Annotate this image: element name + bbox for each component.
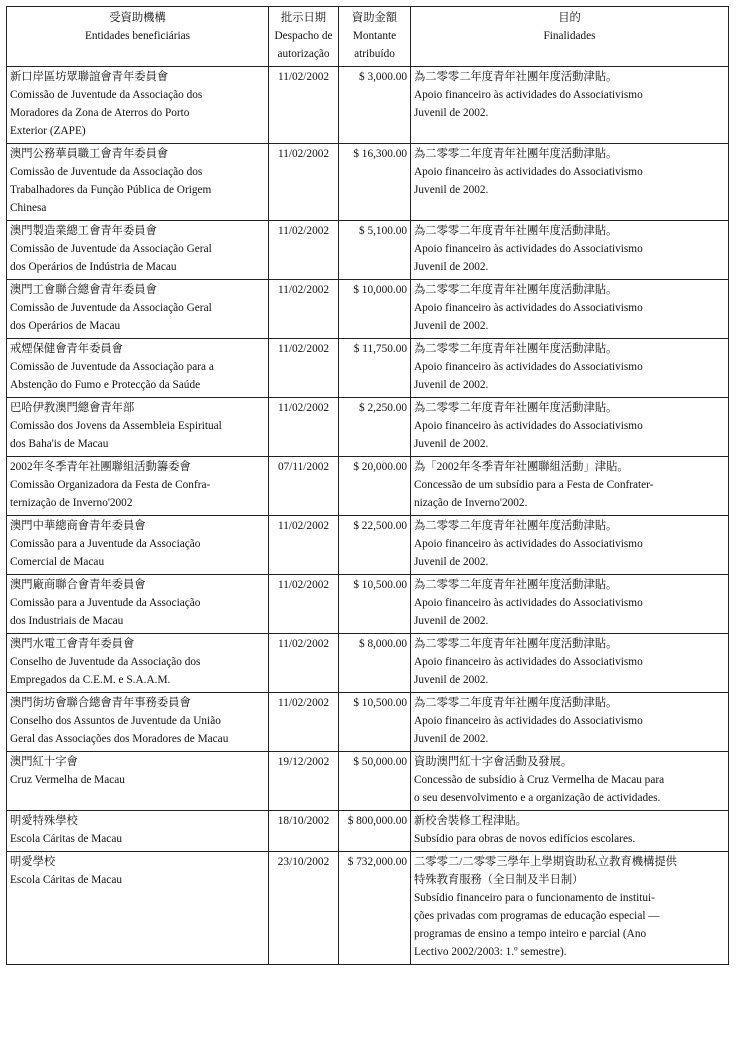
- table-row: [7, 811, 729, 852]
- entity-cell: [7, 221, 269, 280]
- date-cell: [269, 221, 339, 280]
- amount-value: $ 3,000.00: [358, 71, 407, 83]
- entity-line: Comissão para a Juventude da Associação: [10, 538, 201, 550]
- entity-line: Chinesa: [10, 202, 47, 214]
- amount-cell: [339, 457, 411, 516]
- date-cell: [269, 144, 339, 221]
- entity-line: Escola Cáritas de Macau: [10, 833, 122, 845]
- entity-cell: [7, 634, 269, 693]
- amount-cell: [339, 144, 411, 221]
- entity-cell: [7, 752, 269, 811]
- date-value: 19/12/2002: [277, 756, 330, 768]
- amount-cell: [339, 634, 411, 693]
- entity-cell: [7, 398, 269, 457]
- purpose-cell: [411, 280, 729, 339]
- purpose-line: Juvenil de 2002.: [414, 556, 489, 568]
- date-value: 11/02/2002: [277, 402, 330, 414]
- purpose-line: Concessão de subsídio à Cruz Vermelha de Macau para: [414, 774, 665, 786]
- entity-line: Cruz Vermelha de Macau: [10, 774, 125, 786]
- entity-cell: [7, 811, 269, 852]
- purpose-line: nização de Inverno'2002.: [414, 497, 528, 509]
- entity-line: 戒煙保健會青年委員會: [10, 343, 123, 355]
- grants-table: [6, 6, 729, 965]
- purpose-line: Juvenil de 2002.: [414, 438, 489, 450]
- entity-line: Conselho de Juventude da Associação dos: [10, 656, 201, 668]
- purpose-line: 二零零二/二零零三學年上學期資助私立教育機構提供: [414, 856, 677, 868]
- entity-line: Comissão para a Juventude da Associação: [10, 597, 201, 609]
- amount-value: $ 5,100.00: [358, 225, 407, 237]
- entity-line: Comissão de Juventude da Associação Geral: [10, 243, 212, 255]
- purpose-line: Juvenil de 2002.: [414, 261, 489, 273]
- amount-cell: [339, 575, 411, 634]
- purpose-line: 為二零零二年度青年社團年度活動津貼。: [414, 520, 618, 532]
- amount-value: $ 22,500.00: [353, 520, 407, 532]
- amount-value: $ 10,000.00: [353, 284, 407, 296]
- date-cell: [269, 516, 339, 575]
- table-row: [7, 516, 729, 575]
- purpose-line: 為二零零二年度青年社團年度活動津貼。: [414, 284, 618, 296]
- amount-value: $ 10,500.00: [353, 579, 407, 591]
- date-cell: [269, 693, 339, 752]
- amount-cell: [339, 339, 411, 398]
- entity-line: Comissão de Juventude da Associação Geral: [10, 302, 212, 314]
- entity-cell: [7, 144, 269, 221]
- purpose-cell: [411, 752, 729, 811]
- entity-line: 澳門街坊會聯合總會青年事務委員會: [10, 697, 191, 709]
- date-value: 11/02/2002: [277, 520, 330, 532]
- entity-line: 巴哈伊教澳門總會青年部: [10, 402, 135, 414]
- entity-line: 澳門水電工會青年委員會: [10, 638, 135, 650]
- entity-line: Comissão dos Jovens da Assembleia Espiritual: [10, 420, 222, 432]
- purpose-line: Apoio financeiro às actividades do Associativismo: [414, 166, 643, 178]
- amount-value: $ 16,300.00: [353, 148, 407, 160]
- table-row: [7, 457, 729, 516]
- entity-line: 明愛學校: [10, 856, 56, 868]
- amount-value: $ 11,750.00: [353, 343, 407, 355]
- entity-line: dos Industriais de Macau: [10, 615, 124, 627]
- purpose-line: Apoio financeiro às actividades do Associativismo: [414, 420, 643, 432]
- entity-line: Abstenção do Fumo e Protecção da Saúde: [10, 379, 201, 391]
- entity-line: Empregados da C.E.M. e S.A.A.M.: [10, 674, 171, 686]
- header-purpose: 目的 Finalidades: [411, 7, 729, 67]
- date-cell: [269, 752, 339, 811]
- date-cell: [269, 339, 339, 398]
- purpose-line: Lectivo 2002/2003: 1.º semestre).: [414, 946, 567, 958]
- entity-line: 2002年冬季青年社團聯組活動籌委會: [10, 461, 191, 473]
- date-value: 11/02/2002: [277, 148, 330, 160]
- purpose-line: programas de ensino a tempo inteiro e parcial (Ano: [414, 928, 647, 940]
- purpose-line: Apoio financeiro às actividades do Associativismo: [414, 538, 643, 550]
- table-row: [7, 221, 729, 280]
- entity-line: Moradores da Zona de Aterros do Porto: [10, 107, 190, 119]
- entity-line: Escola Cáritas de Macau: [10, 874, 122, 886]
- amount-value: $ 20,000.00: [353, 461, 407, 473]
- purpose-line: Apoio financeiro às actividades do Associativismo: [414, 89, 643, 101]
- purpose-line: Juvenil de 2002.: [414, 615, 489, 627]
- entity-line: 新口岸區坊眾聯誼會青年委員會: [10, 71, 169, 83]
- entity-cell: [7, 67, 269, 144]
- purpose-line: 資助澳門紅十字會活動及發展。: [414, 756, 573, 768]
- table-row: [7, 398, 729, 457]
- entity-line: Geral das Associações dos Moradores de Macau: [10, 733, 229, 745]
- entity-cell: [7, 852, 269, 965]
- purpose-line: Juvenil de 2002.: [414, 320, 489, 332]
- table-row: [7, 67, 729, 144]
- header-row: [7, 7, 729, 67]
- purpose-line: Juvenil de 2002.: [414, 107, 489, 119]
- amount-value: $ 50,000.00: [353, 756, 407, 768]
- entity-line: dos Operários de Indústria de Macau: [10, 261, 177, 273]
- entity-line: Comissão Organizadora da Festa de Confra-: [10, 479, 211, 491]
- table-row: [7, 634, 729, 693]
- header-entity: 受資助機構 Entidades beneficiárias: [7, 7, 269, 67]
- purpose-cell: [411, 634, 729, 693]
- entity-line: 澳門廠商聯合會青年委員會: [10, 579, 146, 591]
- entity-cell: [7, 575, 269, 634]
- purpose-cell: [411, 575, 729, 634]
- entity-line: 澳門公務華員職工會青年委員會: [10, 148, 169, 160]
- date-value: 11/02/2002: [277, 284, 330, 296]
- entity-line: 明愛特殊學校: [10, 815, 78, 827]
- date-value: 23/10/2002: [277, 856, 330, 868]
- purpose-line: Juvenil de 2002.: [414, 674, 489, 686]
- amount-value: $ 10,500.00: [353, 697, 407, 709]
- date-value: 11/02/2002: [277, 697, 330, 709]
- purpose-line: 為二零零二年度青年社團年度活動津貼。: [414, 579, 618, 591]
- date-cell: [269, 457, 339, 516]
- entity-line: 澳門中華總商會青年委員會: [10, 520, 146, 532]
- purpose-line: 新校舍裝修工程津貼。: [414, 815, 527, 827]
- entity-line: dos Operários de Macau: [10, 320, 121, 332]
- entity-line: Comissão de Juventude da Associação dos: [10, 89, 203, 101]
- purpose-line: 為二零零二年度青年社團年度活動津貼。: [414, 343, 618, 355]
- table-row: [7, 693, 729, 752]
- purpose-line: Apoio financeiro às actividades do Associativismo: [414, 715, 643, 727]
- amount-cell: [339, 67, 411, 144]
- purpose-cell: [411, 144, 729, 221]
- entity-cell: [7, 339, 269, 398]
- date-value: 11/02/2002: [277, 343, 330, 355]
- date-value: 18/10/2002: [277, 815, 330, 827]
- entity-cell: [7, 693, 269, 752]
- purpose-line: Apoio financeiro às actividades do Associativismo: [414, 597, 643, 609]
- purpose-line: Apoio financeiro às actividades do Associativismo: [414, 243, 643, 255]
- entity-cell: [7, 516, 269, 575]
- date-value: 11/02/2002: [277, 71, 330, 83]
- amount-value: $ 732,000.00: [347, 856, 407, 868]
- entity-line: Trabalhadores da Função Pública de Origem: [10, 184, 212, 196]
- date-cell: [269, 634, 339, 693]
- header-amount: 資助金額 Montante atribuído: [339, 7, 411, 67]
- date-value: 11/02/2002: [277, 579, 330, 591]
- purpose-cell: [411, 339, 729, 398]
- purpose-line: Juvenil de 2002.: [414, 733, 489, 745]
- purpose-line: Subsídio para obras de novos edifícios escolares.: [414, 833, 636, 845]
- purpose-cell: [411, 221, 729, 280]
- purpose-line: 特殊教育服務（全日制及半日制）: [414, 874, 584, 886]
- entity-line: ternização de Inverno'2002: [10, 497, 133, 509]
- entity-line: Comissão de Juventude da Associação para a: [10, 361, 214, 373]
- purpose-line: Apoio financeiro às actividades do Associativismo: [414, 361, 643, 373]
- entity-line: Comissão de Juventude da Associação dos: [10, 166, 203, 178]
- purpose-line: Juvenil de 2002.: [414, 379, 489, 391]
- entity-line: Comercial de Macau: [10, 556, 105, 568]
- entity-line: Conselho dos Assuntos de Juventude da União: [10, 715, 221, 727]
- purpose-line: 為二零零二年度青年社團年度活動津貼。: [414, 71, 618, 83]
- purpose-cell: [411, 398, 729, 457]
- date-cell: [269, 811, 339, 852]
- purpose-line: Juvenil de 2002.: [414, 184, 489, 196]
- purpose-line: Concessão de um subsídio para a Festa de Confrater-: [414, 479, 654, 491]
- purpose-line: 為二零零二年度青年社團年度活動津貼。: [414, 697, 618, 709]
- purpose-cell: [411, 693, 729, 752]
- entity-line: 澳門紅十字會: [10, 756, 78, 768]
- entity-cell: [7, 280, 269, 339]
- amount-cell: [339, 693, 411, 752]
- purpose-cell: [411, 67, 729, 144]
- purpose-line: ções privadas com programas de educação especial —: [414, 910, 660, 922]
- amount-cell: [339, 852, 411, 965]
- date-cell: [269, 398, 339, 457]
- table-row: [7, 752, 729, 811]
- date-cell: [269, 67, 339, 144]
- amount-value: $ 800,000.00: [347, 815, 407, 827]
- amount-cell: [339, 516, 411, 575]
- entity-line: Exterior (ZAPE): [10, 125, 86, 137]
- purpose-line: Subsídio financeiro para o funcionamento de institui-: [414, 892, 655, 904]
- amount-value: $ 8,000.00: [358, 638, 407, 650]
- table-body: [7, 67, 729, 965]
- date-value: 07/11/2002: [277, 461, 330, 473]
- purpose-line: 為「2002年冬季青年社團聯組活動」津貼。: [414, 461, 629, 473]
- table-row: [7, 339, 729, 398]
- entity-line: 澳門工會聯合總會青年委員會: [10, 284, 157, 296]
- amount-cell: [339, 221, 411, 280]
- date-value: 11/02/2002: [277, 638, 330, 650]
- purpose-line: Apoio financeiro às actividades do Associativismo: [414, 302, 643, 314]
- amount-cell: [339, 752, 411, 811]
- purpose-line: 為二零零二年度青年社團年度活動津貼。: [414, 638, 618, 650]
- date-cell: [269, 575, 339, 634]
- table-row: [7, 575, 729, 634]
- table-row: [7, 852, 729, 965]
- amount-cell: [339, 811, 411, 852]
- date-value: 11/02/2002: [277, 225, 330, 237]
- purpose-line: Apoio financeiro às actividades do Associativismo: [414, 656, 643, 668]
- amount-cell: [339, 280, 411, 339]
- date-cell: [269, 280, 339, 339]
- purpose-cell: [411, 457, 729, 516]
- table-row: [7, 144, 729, 221]
- amount-value: $ 2,250.00: [358, 402, 407, 414]
- purpose-cell: [411, 516, 729, 575]
- date-cell: [269, 852, 339, 965]
- header-date: 批示日期 Despacho de autorização: [269, 7, 339, 67]
- purpose-cell: [411, 811, 729, 852]
- amount-cell: [339, 398, 411, 457]
- purpose-line: 為二零零二年度青年社團年度活動津貼。: [414, 402, 618, 414]
- table-row: [7, 280, 729, 339]
- purpose-line: 為二零零二年度青年社團年度活動津貼。: [414, 148, 618, 160]
- entity-line: 澳門製造業總工會青年委員會: [10, 225, 157, 237]
- purpose-line: 為二零零二年度青年社團年度活動津貼。: [414, 225, 618, 237]
- entity-line: dos Baha'is de Macau: [10, 438, 109, 450]
- purpose-cell: [411, 852, 729, 965]
- entity-cell: [7, 457, 269, 516]
- purpose-line: o seu desenvolvimento e a organização de actividades.: [414, 792, 661, 804]
